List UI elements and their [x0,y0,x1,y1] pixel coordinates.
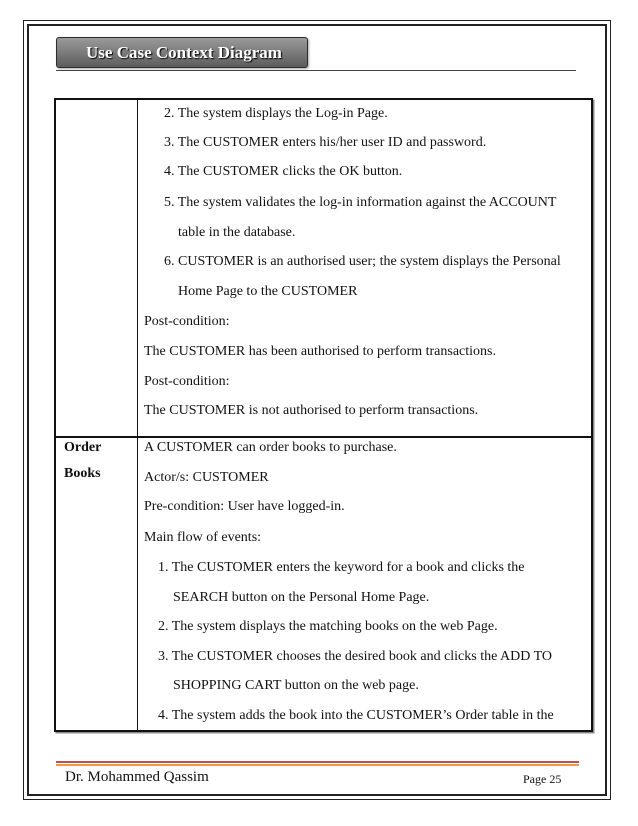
row1-line: 4. The CUSTOMER clicks the OK button. [164,164,403,179]
row1-line: 3. The CUSTOMER enters his/her user ID and password. [164,135,487,150]
row2-line: SHOPPING CART button on the web page. [173,678,419,693]
row2-line: Actor/s: CUSTOMER [144,470,269,485]
footer-page-number: Page 25 [523,772,562,786]
column-divider [137,100,138,730]
row1-line: The CUSTOMER is not authorised to perform transactions. [144,403,479,418]
footer-rule-light [56,764,579,766]
row1-line: 5. The system validates the log-in information against the ACCOUNT [164,195,557,210]
row2-line: 1. The CUSTOMER enters the keyword for a book and clicks the [158,560,525,575]
row2-line: 4. The system adds the book into the CUSTOMER’s Order table in the [158,708,554,723]
row1-line: The CUSTOMER has been authorised to perform transactions. [144,344,497,359]
row2-line: 3. The CUSTOMER chooses the desired book and clicks the ADD TO [158,649,553,664]
row1-line: 2. The system displays the Log-in Page. [164,106,388,121]
row-divider [56,436,591,438]
row1-line: Post-condition: [144,374,230,389]
row2-line: A CUSTOMER can order books to purchase. [144,440,397,455]
row2-line: 2. The system displays the matching books on the web Page. [158,619,498,634]
header-rule [56,70,576,71]
row2-label-line1: Order [64,440,102,455]
section-title: Use Case Context Diagram [86,42,282,62]
row1-line: Home Page to the CUSTOMER [178,284,358,299]
row1-line: Post-condition: [144,314,230,329]
row2-line: Pre-condition: User have logged-in. [144,499,345,514]
row2-line: SEARCH button on the Personal Home Page. [173,590,430,605]
section-header-tab [56,37,308,68]
use-case-table [54,98,593,732]
footer-author: Dr. Mohammed Qassim [65,769,209,785]
row2-label-line2: Books [64,466,101,481]
row1-line: table in the database. [178,225,296,240]
row1-line: 6. CUSTOMER is an authorised user; the system displays the Personal [164,254,561,269]
footer-rule-dark [56,761,579,763]
row2-line: Main flow of events: [144,530,262,545]
